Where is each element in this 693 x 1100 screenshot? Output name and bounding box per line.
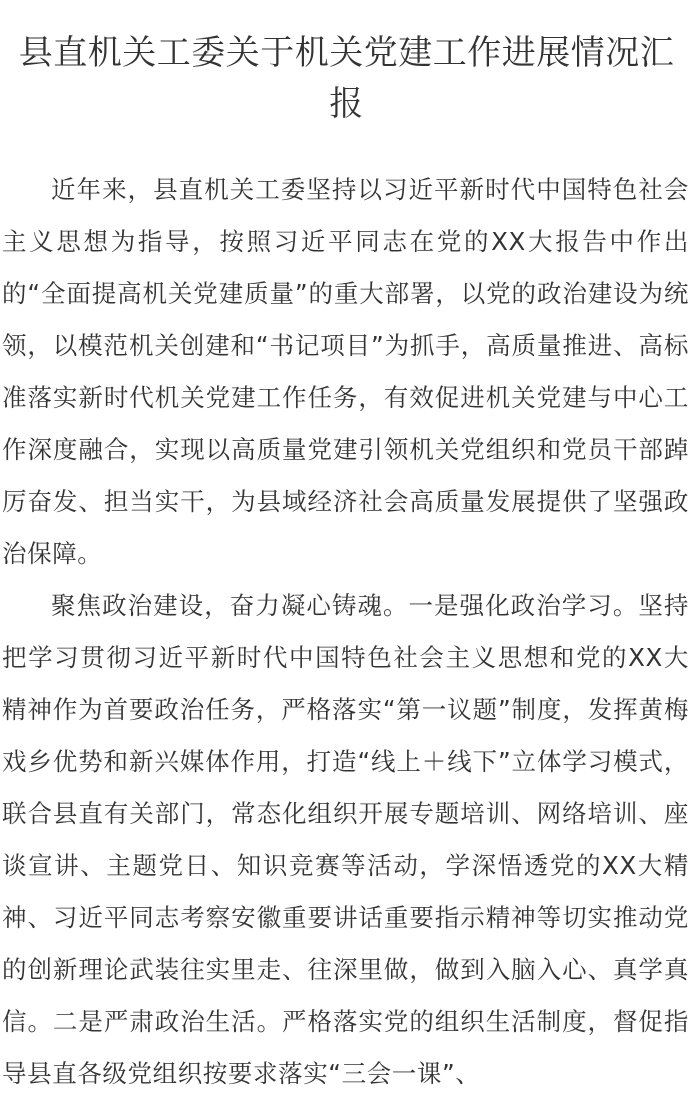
document-title: 县直机关工委关于机关党建工作进展情况汇报	[18, 33, 675, 124]
paragraph-intro: 近年来，县直机关工委坚持以习近平新时代中国特色社会主义思想为指导，按照习近平同志在党的XX大报告中作出的“全面提高机关党建质量”的重大部署，以党的政治建设为统领，以模范机关创建和“书记项目”为抓手，高质量推进、高标准落实新时代机关党建工作任务，有效促进机关党建与中心工作深度融合，实现以高质量党建引领机关党组织和党员干部踔厉奋发、担当实干，为县域经济社会高质量发展提供了坚强政治保障。	[2, 175, 689, 568]
paragraph-political-building: 聚焦政治建设，奋力凝心铸魂。一是强化政治学习。坚持把学习贯彻习近平新时代中国特色社会主义思想和党的XX大精神作为首要政治任务，严格落实“第一议题”制度，发挥黄梅戏乡优势和新兴媒体作用，打造“线上＋线下”立体学习模式，联合县直有关部门，常态化组织开展专题培训、网络培训、座谈宣讲、主题党日、知识竞赛等活动，学深悟透党的XX大精神、习近平同志考察安徽重要讲话重要指示精神等切实推动党的创新理论武装往实里走、往深里做，做到入脑入心、真学真信。二是严肃政治生活。严格落实党的组织生活制度，督促指导县直各级党组织按要求落实“三会一课”、	[2, 591, 689, 1088]
